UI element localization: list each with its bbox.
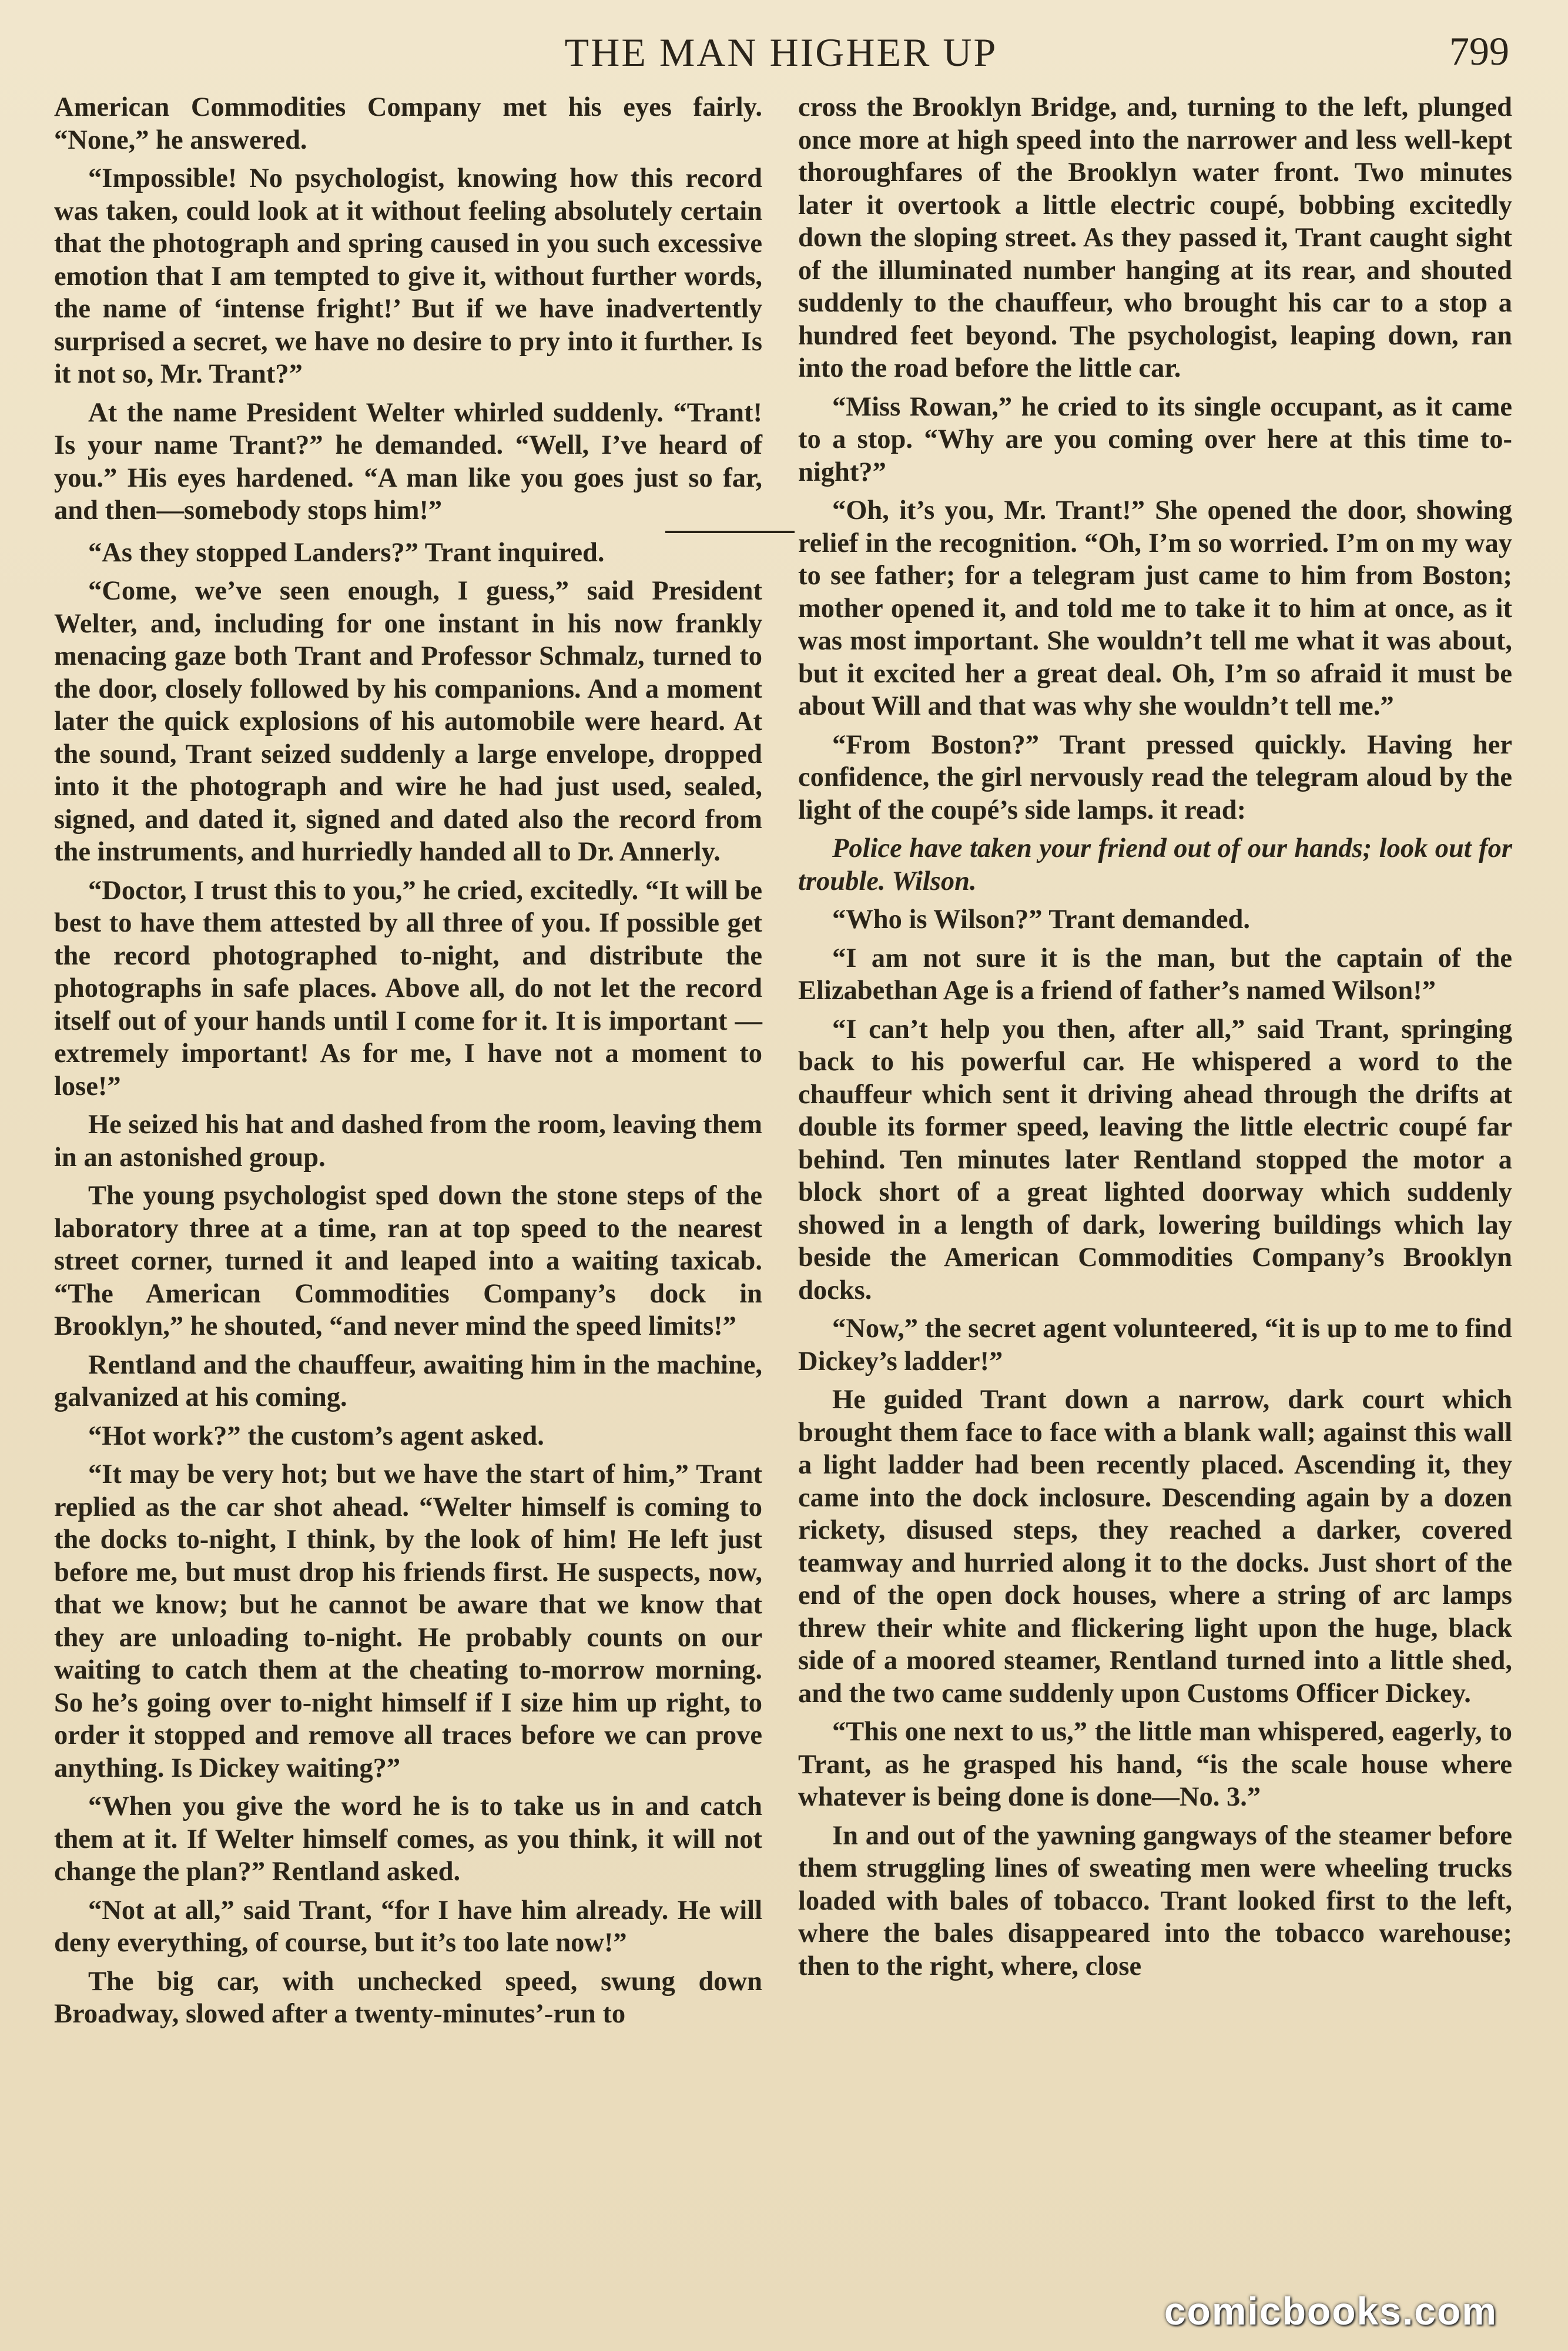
paragraph: He guided Trant down a narrow, dark court which brought them face to face with a blank wall; against this wall a light ladder had been recently placed. Ascending it, they came into the dock inclosure. Descending again by a dozen rickety, disused steps, they reached a darker, covered teamway and hurried along it to the docks. Just short of the end of the open dock houses, where a string of arc lamps threw their white and flickering light upon the huge, black side of a moored steamer, Rentland turned into a little shed, and the two came suddenly upon Customs Officer Dickey. — [798, 1385, 1512, 1709]
telegram-text: Police have taken your friend out of our hands; look out for trouble. Wilson. — [798, 833, 1512, 896]
right-column — [798, 91, 1512, 1988]
page-number: 799 — [1449, 29, 1509, 73]
paragraph: “It may be very hot; but we have the start of him,” Trant replied as the car shot ahead. “Welter himself is coming to the docks to-night, I think, by the look of him! He left just before me, but must drop his friends first. He suspects, now, that we know; but he cannot be aware that we know that they are unloading to-night. He probably counts on our waiting to catch them at the cheating to-morrow morning. So he’s going over to-night himself if I size him up right, to order it stopped and remove all traces before we can prove anything. Is Dickey waiting?” — [54, 1459, 762, 1783]
paragraph: At the name President Welter whirled suddenly. “Trant! Is your name Trant?” he demanded. “Well, I’ve heard of you.” His eyes hardened. “A man like you goes just so far, and then—somebody stops him!” — [54, 397, 762, 525]
paragraph: The big car, with unchecked speed, swung down Broadway, slowed after a twenty-minutes’-run to — [54, 1966, 762, 2029]
paragraph: “Not at all,” said Trant, “for I have him already. He will deny everything, of course, but it’s too late now!” — [54, 1895, 762, 1958]
left-column — [54, 91, 762, 2037]
paragraph: American Commodities Company met his eyes fairly. “None,” he answered. — [54, 92, 762, 155]
paragraph: The young psychologist sped down the stone steps of the laboratory three at a time, ran at top speed to the nearest street corner, turned it and leaped into a waiting taxicab. “The American Commodities Company’s dock in Brooklyn,” he shouted, “and never mind the speed limits!” — [54, 1181, 762, 1341]
paragraph: In and out of the yawning gangways of the steamer before them struggling lines of sweating men were wheeling trucks loaded with bales of tobacco. Trant looked first to the left, where the bales disappeared into the tobacco warehouse; then to the right, where, close — [798, 1820, 1512, 1981]
paragraph: He seized his hat and dashed from the room, leaving them in an astonished group. — [54, 1110, 762, 1173]
paragraph: “Oh, it’s you, Mr. Trant!” She opened the door, showing relief in the recognition. “Oh, I’m so worried. I’m on my way to see father; for a telegram just came to him from Boston; mother opened it, and told me to take it to him at once, as it was most important. She wouldn’t tell me what it was about, but it excited her a great deal. Oh, I’m so afraid it must be about Will and that was why she wouldn’t tell me.” — [798, 495, 1512, 721]
paragraph: “Now,” the secret agent volunteered, “it is up to me to find Dickey’s ladder!” — [798, 1314, 1512, 1377]
divider-rule — [665, 531, 795, 533]
paragraph: “Come, we’ve seen enough, I guess,” said President Welter, and, including for one instant in his now frankly menacing gaze both Trant and Professor Schmalz, turned to the door, closely followed by his companions. And a moment later the quick explosions of his automobile were heard. At the sound, Trant seized suddenly a large envelope, dropped into it the photograph and wire he had just used, sealed, signed, and dated it, signed and dated also the record from the instruments, and hurriedly handed all to Dr. Annerly. — [54, 576, 762, 867]
paragraph: “Impossible! No psychologist, knowing how this record was taken, could look at it without feeling absolutely certain that the photograph and spring caused in you such excessive emotion that I am tempted to give it, without further words, the name of ‘intense fright!’ But if we have inadvertently surprised a secret, we have no desire to pry into it further. Is it not so, Mr. Trant?” — [54, 163, 762, 389]
paragraph: “Who is Wilson?” Trant demanded. — [832, 905, 1251, 935]
paragraph: “This one next to us,” the little man whispered, eagerly, to Trant, as he grasped his hand, “is the scale house where whatever is being done is done—No. 3.” — [798, 1717, 1512, 1812]
paragraph: “I am not sure it is the man, but the captain of the Elizabethan Age is a friend of father’s named Wilson!” — [798, 943, 1512, 1006]
paragraph: “From Boston?” Trant pressed quickly. Having her confidence, the girl nervously read the telegram aloud by the light of the coupé’s side lamps. it read: — [798, 729, 1512, 825]
paragraph: “Hot work?” the custom’s agent asked. — [88, 1421, 544, 1451]
paragraph: “When you give the word he is to take us in and catch them at it. If Welter himself comes, as you think, it will not change the plan?” Rentland asked. — [54, 1791, 762, 1887]
paragraph: “Miss Rowan,” he cried to its single occupant, as it came to a stop. “Why are you coming over here at this time to-night?” — [798, 391, 1512, 487]
paragraph: Rentland and the chauffeur, awaiting him in the machine, galvanized at his coming. — [54, 1349, 762, 1412]
paragraph: “Doctor, I trust this to you,” he cried, excitedly. “It will be best to have them attested by all three of you. If possible get the record photographed to-night, and distribute the photographs in safe places. Above all, do not let the record itself out of your hands until I come for it. It is important —extremely important! As for me, I have not a moment to lose!” — [54, 875, 762, 1101]
site-watermark: comicbooks.com — [1164, 2289, 1497, 2333]
paragraph: “I can’t help you then, after all,” said Trant, springing back to his powerful car. He whispered a word to the chauffeur which sent it driving ahead through the drifts at double its former speed, leaving the little electric coupé far behind. Ten minutes later Rentland stopped the motor a block short of a great lighted doorway which suddenly showed in a length of dark, lowering buildings which lay beside the American Commodities Company’s Brooklyn docks. — [798, 1014, 1512, 1305]
page-header — [53, 24, 1509, 88]
paragraph: cross the Brooklyn Bridge, and, turning to the left, plunged once more at high speed into the narrower and less well-kept thoroughfares of the Brooklyn water front. Two minutes later it overtook a little electric coupé, bobbing excitedly down the sloping street. As they passed it, Trant caught sight of the illuminated number hanging at its rear, and shouted suddenly to the chauffeur, who brought his car to a stop a hundred feet beyond. The psychologist, leaping down, ran into the road before the little car. — [798, 92, 1512, 383]
paragraph: “As they stopped Landers?” Trant inquired. — [88, 537, 605, 568]
running-title: THE MAN HIGHER UP — [564, 30, 998, 75]
